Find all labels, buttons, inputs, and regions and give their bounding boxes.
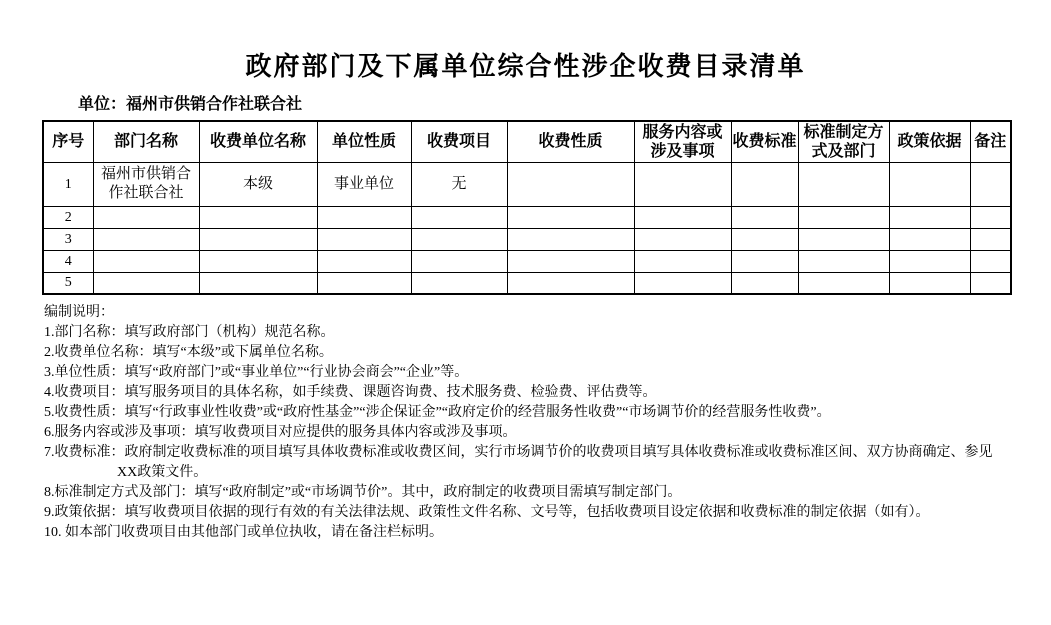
table-row bbox=[43, 250, 1011, 272]
cell-r3-c3 bbox=[317, 228, 411, 250]
page-title: 政府部门及下属单位综合性涉企收费目录清单 bbox=[245, 51, 806, 81]
unit-label: 单位：福州市供销合作社联合社 bbox=[78, 96, 303, 113]
cell-r4-c8 bbox=[798, 250, 889, 272]
cell-r5-c2 bbox=[199, 272, 317, 294]
cell-r3-c9 bbox=[889, 228, 970, 250]
cell-r3-c1 bbox=[93, 228, 199, 250]
header-row bbox=[43, 121, 1011, 162]
cell-r2-c3 bbox=[317, 206, 411, 228]
note-item-8: 8.标准制定方式及部门：填写“政府制定”或“市场调节价”。其中，政府制定的收费项目需填写制定部门。 bbox=[44, 485, 682, 500]
cell-r4-c2 bbox=[199, 250, 317, 272]
col-header-6: 服务内容或涉及事项 bbox=[634, 121, 731, 162]
col-header-4: 收费项目 bbox=[411, 121, 507, 162]
cell-r4-c10 bbox=[970, 250, 1011, 272]
cell-r1-c7 bbox=[731, 162, 798, 206]
cell-r4-c3 bbox=[317, 250, 411, 272]
cell-r5-c1 bbox=[93, 272, 199, 294]
notes-heading: 编制说明： bbox=[44, 305, 114, 320]
col-header-8: 标准制定方式及部门 bbox=[798, 121, 889, 162]
cell-r5-c6 bbox=[634, 272, 731, 294]
cell-r1-c2: 本级 bbox=[199, 162, 317, 206]
cell-r4-c5 bbox=[507, 250, 634, 272]
cell-r1-c9 bbox=[889, 162, 970, 206]
table-row bbox=[43, 272, 1011, 294]
note-item-4: 4.收费项目：填写服务项目的具体名称，如手续费、课题咨询费、技术服务费、检验费、评估费等。 bbox=[44, 385, 657, 400]
col-header-9: 政策依据 bbox=[889, 121, 970, 162]
cell-r3-c10 bbox=[970, 228, 1011, 250]
note-item-1: 1.部门名称：填写政府部门（机构）规范名称。 bbox=[44, 325, 335, 340]
cell-r1-c3: 事业单位 bbox=[317, 162, 411, 206]
cell-r4-c1 bbox=[93, 250, 199, 272]
cell-r4-c4 bbox=[411, 250, 507, 272]
fee-table-body bbox=[43, 162, 1011, 294]
note-item-2: 2.收费单位名称：填写“本级”或下属单位名称。 bbox=[44, 345, 333, 360]
cell-r5-c9 bbox=[889, 272, 970, 294]
cell-r3-c4 bbox=[411, 228, 507, 250]
col-header-7: 收费标准 bbox=[731, 121, 798, 162]
col-header-5: 收费性质 bbox=[507, 121, 634, 162]
cell-r4-c9 bbox=[889, 250, 970, 272]
col-header-10: 备注 bbox=[970, 121, 1011, 162]
cell-r2-c9 bbox=[889, 206, 970, 228]
cell-r3-c6 bbox=[634, 228, 731, 250]
cell-r2-c6 bbox=[634, 206, 731, 228]
fee-table bbox=[42, 120, 1012, 295]
cell-r5-c7 bbox=[731, 272, 798, 294]
cell-r3-c2 bbox=[199, 228, 317, 250]
cell-r1-c6 bbox=[634, 162, 731, 206]
cell-r1-c1: 福州市供销合作社联合社 bbox=[93, 162, 199, 206]
table-row bbox=[43, 206, 1011, 228]
table-row bbox=[43, 228, 1011, 250]
cell-r2-c5 bbox=[507, 206, 634, 228]
cell-r2-c4 bbox=[411, 206, 507, 228]
cell-r3-c0: 3 bbox=[43, 228, 93, 250]
cell-r5-c4 bbox=[411, 272, 507, 294]
table-row bbox=[43, 162, 1011, 206]
cell-r5-c10 bbox=[970, 272, 1011, 294]
cell-r4-c0: 4 bbox=[43, 250, 93, 272]
col-header-3: 单位性质 bbox=[317, 121, 411, 162]
cell-r4-c6 bbox=[634, 250, 731, 272]
cell-r5-c0: 5 bbox=[43, 272, 93, 294]
cell-r1-c8 bbox=[798, 162, 889, 206]
cell-r4-c7 bbox=[731, 250, 798, 272]
col-header-2: 收费单位名称 bbox=[199, 121, 317, 162]
cell-r2-c8 bbox=[798, 206, 889, 228]
fee-table-head bbox=[43, 121, 1011, 162]
cell-r2-c10 bbox=[970, 206, 1011, 228]
cell-r5-c8 bbox=[798, 272, 889, 294]
note-item-5: 5.收费性质：填写“行政事业性收费”或“政府性基金”“涉企保证金”“政府定价的经营服务性收费”“市场调节价的经营服务性收费”。 bbox=[44, 405, 831, 420]
note-item-9: 9.政策依据：填写收费项目依据的现行有效的有关法律法规、政策性文件名称、文号等，包括收费项目设定依据和收费标准的制定依据（如有）。 bbox=[44, 505, 930, 520]
cell-r3-c5 bbox=[507, 228, 634, 250]
note-item-3: 3.单位性质：填写“政府部门”或“事业单位”“行业协会商会”“企业”等。 bbox=[44, 365, 469, 380]
cell-r2-c2 bbox=[199, 206, 317, 228]
cell-r3-c7 bbox=[731, 228, 798, 250]
cell-r1-c5 bbox=[507, 162, 634, 206]
notes-section bbox=[44, 303, 1006, 543]
cell-r3-c8 bbox=[798, 228, 889, 250]
note-item-6: 6.服务内容或涉及事项：填写收费项目对应提供的服务具体内容或涉及事项。 bbox=[44, 425, 517, 440]
cell-r2-c1 bbox=[93, 206, 199, 228]
col-header-1: 部门名称 bbox=[93, 121, 199, 162]
note-item-10: 10. 如本部门收费项目由其他部门或单位执收，请在备注栏标明。 bbox=[44, 525, 443, 540]
cell-r1-c4: 无 bbox=[411, 162, 507, 206]
cell-r5-c5 bbox=[507, 272, 634, 294]
note-item-7: 7.收费标准：政府制定收费标准的项目填写具体收费标准或收费区间，实行市场调节价的收费项目填写具体收费标准或收费标准区间、双方协商确定、参见XX政策文件。 bbox=[44, 445, 993, 480]
cell-r5-c3 bbox=[317, 272, 411, 294]
cell-r2-c7 bbox=[731, 206, 798, 228]
cell-r2-c0: 2 bbox=[43, 206, 93, 228]
cell-r1-c10 bbox=[970, 162, 1011, 206]
col-header-0: 序号 bbox=[43, 121, 93, 162]
cell-r1-c0: 1 bbox=[43, 162, 93, 206]
notes-list bbox=[44, 323, 1006, 543]
